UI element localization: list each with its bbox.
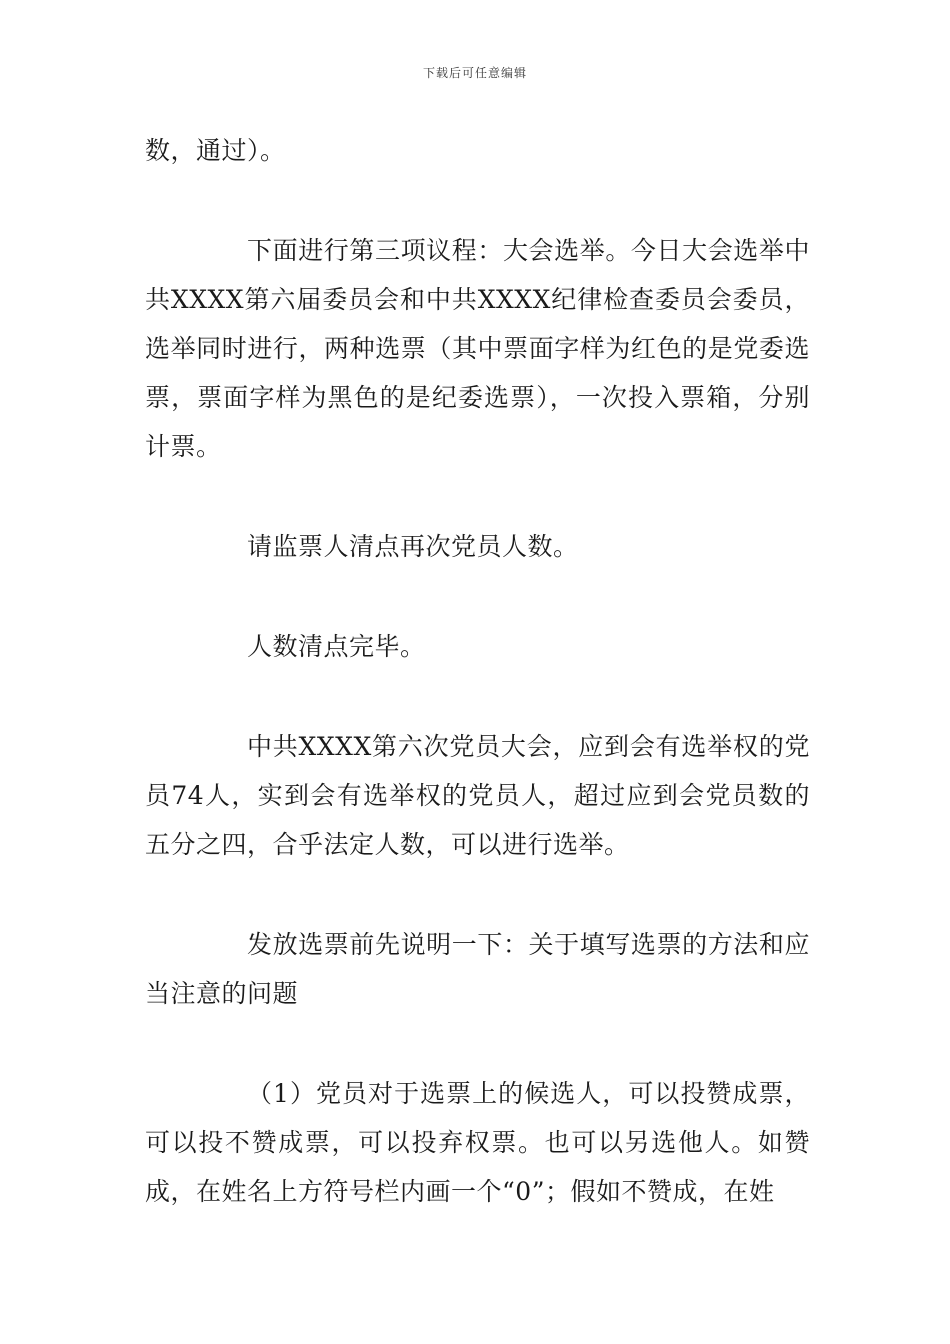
paragraph-count-request: 请监票人清点再次党员人数。 (247, 532, 579, 561)
paragraph-quorum: 中共XXXX第六次党员大会，应到会有选举权的党员74人，实到会有选举权的党员人，超过应到会党员数的五分之四，合乎法定人数，可以进行选举。 (145, 732, 810, 859)
paragraph-ballot-instructions-intro: 发放选票前先说明一下：关于填写选票的方法和应当注意的问题 (145, 930, 810, 1008)
paragraph-ballot-rule-1: （1）党员对于选票上的候选人，可以投赞成票，可以投不赞成票，可以投弃权票。也可以另选他人。如赞成，在姓名上方符号栏内画一个“0”；假如不赞成，在姓 (145, 1079, 810, 1206)
document-body (145, 126, 810, 1267)
paragraph-continuation: 数，通过）。 (145, 136, 286, 165)
paragraph-count-complete: 人数清点完毕。 (247, 632, 426, 661)
page-header-note: 下载后可任意编辑 (422, 66, 527, 80)
paragraph-election-agenda: 下面进行第三项议程：大会选举。今日大会选举中共XXXX第六届委员会和中共XXXX纪律检查委员会委员，选举同时进行，两种选票（其中票面字样为红色的是党委选票，票面字样为黑色的是纪委选票），一次投入票箱，分别计票。 (145, 236, 810, 461)
